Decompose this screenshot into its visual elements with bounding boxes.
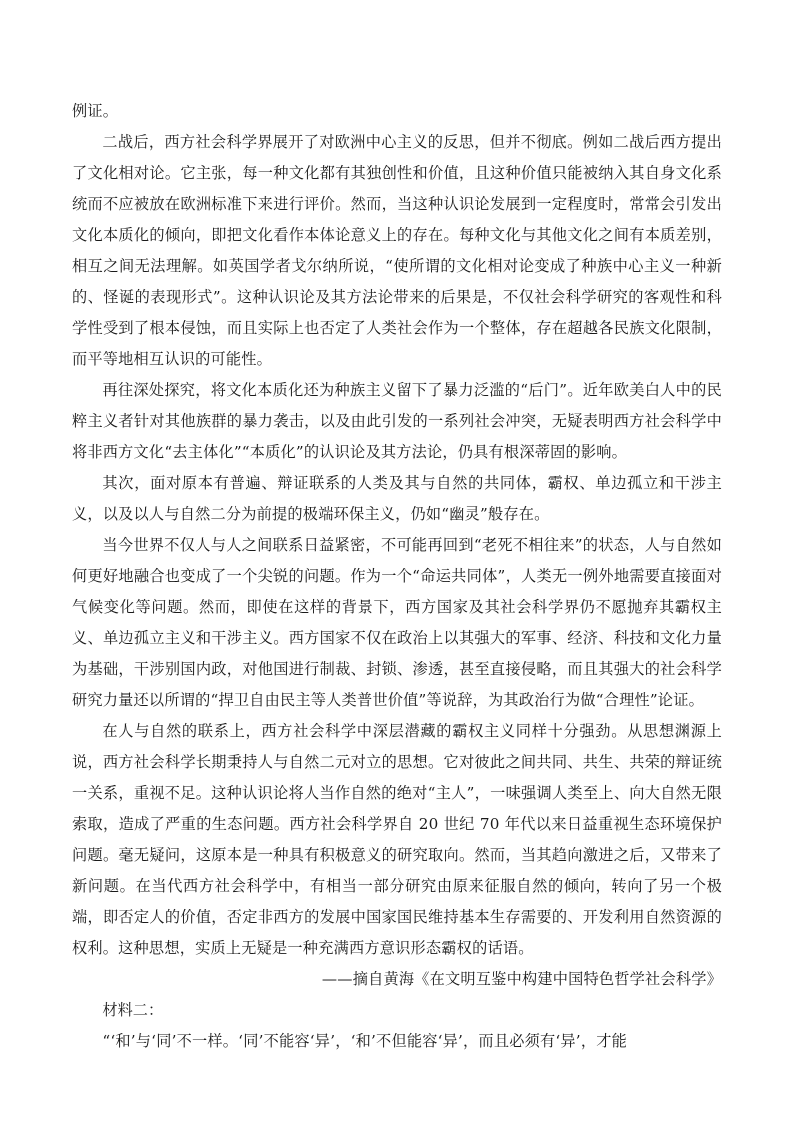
paragraph-human-nature: 在人与自然的联系上，西方社会科学中深层潜藏的霸权主义同样十分强劲。从思想渊源上说，西方社会科学长期秉持人与自然二元对立的思想。它对彼此之间共同、共生、共荣的辩证统一关系，重视不足。这种认识论将人当作自然的绝对“主人”，一味强调人类至上、向大自然无限索取，造成了严重的生态问题。西方社会科学界自 20 世纪 70 年代以来日益重视生态环境保护问题。毫无疑问，这原本是一种具有积极意义的研究取向。然而，当其趋向激进之后，又带来了新问题。在当代西方社会科学中，有相当一部分研究由原来征服自然的倾向，转向了另一个极端，即否定人的价值，否定非西方的发展中国家国民维持基本生存需要的、开发利用自然资源的权利。这种思想，实质上无疑是一种充满西方意识形态霸权的话语。: [72, 722, 722, 957]
paragraph-community-of-destiny: 当今世界不仅人与人之间联系日益紧密，不可能再回到“老死不相往来”的状态，人与自然如何更好地融合也变成了一个尖锐的问题。作为一个“命运共同体”，人类无一例外地需要直接面对气候变化等问题。然而，即使在这样的背景下，西方国家及其社会科学界仍不愿抛弃其霸权主义、单边孤立主义和干涉主义。西方国家不仅在政治上以其强大的军事、经济、科技和文化力量为基础，干涉别国内政，对他国进行制裁、封锁、渗透，甚至直接侵略，而且其强大的社会科学研究力量还以所谓的“捍卫自由民主等人类普世价值”等说辞，为其政治行为做“合理性”论证。: [72, 536, 722, 709]
paragraph-hegemony-intro: 其次，面对原本有普遍、辩证联系的人类及其与自然的共同体，霸权、单边孤立和干涉主义，以及以人与自然二分为前提的极端环保主义，仍如“幽灵”般存在。: [72, 474, 722, 523]
material-two-text: “‘和’与‘同’不一样。‘同’不能容‘异’，‘和’不但能容‘异’，而且必须有‘异’，才能: [102, 1032, 627, 1050]
source-citation: ——摘自黄海《在文明互鉴中构建中国特色哲学社会科学》: [321, 970, 722, 988]
material-heading: 材料二：: [102, 1001, 164, 1019]
paragraph-continuation: 例证。: [72, 102, 119, 120]
paragraph-essentialization: 再往深处探究，将文化本质化还为种族主义留下了暴力泛滥的“后门”。近年欧美白人中的民粹主义者针对其他族群的暴力袭击，以及由此引发的一系列社会冲突，无疑表明西方社会科学中将非西方文化“去主体化”“本质化”的认识论及其方法论，仍具有根深蒂固的影响。: [72, 381, 722, 461]
document-page: [72, 96, 722, 1057]
paragraph-cultural-relativism: 二战后，西方社会科学界展开了对欧洲中心主义的反思，但并不彻底。例如二战后西方提出了文化相对论。它主张，每一种文化都有其独创性和价值，且这种价值只能被纳入其自身文化系统而不应被放在欧洲标准下来进行评价。然而，当这种认识论发展到一定程度时，常常会引发出文化本质化的倾向，即把文化看作本体论意义上的存在。每种文化与其他文化之间有本质差别，相互之间无法理解。如英国学者戈尔纳所说，“使所谓的文化相对论变成了种族中心主义一种新的、怪诞的表现形式”。这种认识论及其方法论带来的后果是，不仅社会科学研究的客观性和科学性受到了根本侵蚀，而且实际上也否定了人类社会作为一个整体，存在超越各民族文化限制，而平等地相互认识的可能性。: [72, 133, 722, 368]
